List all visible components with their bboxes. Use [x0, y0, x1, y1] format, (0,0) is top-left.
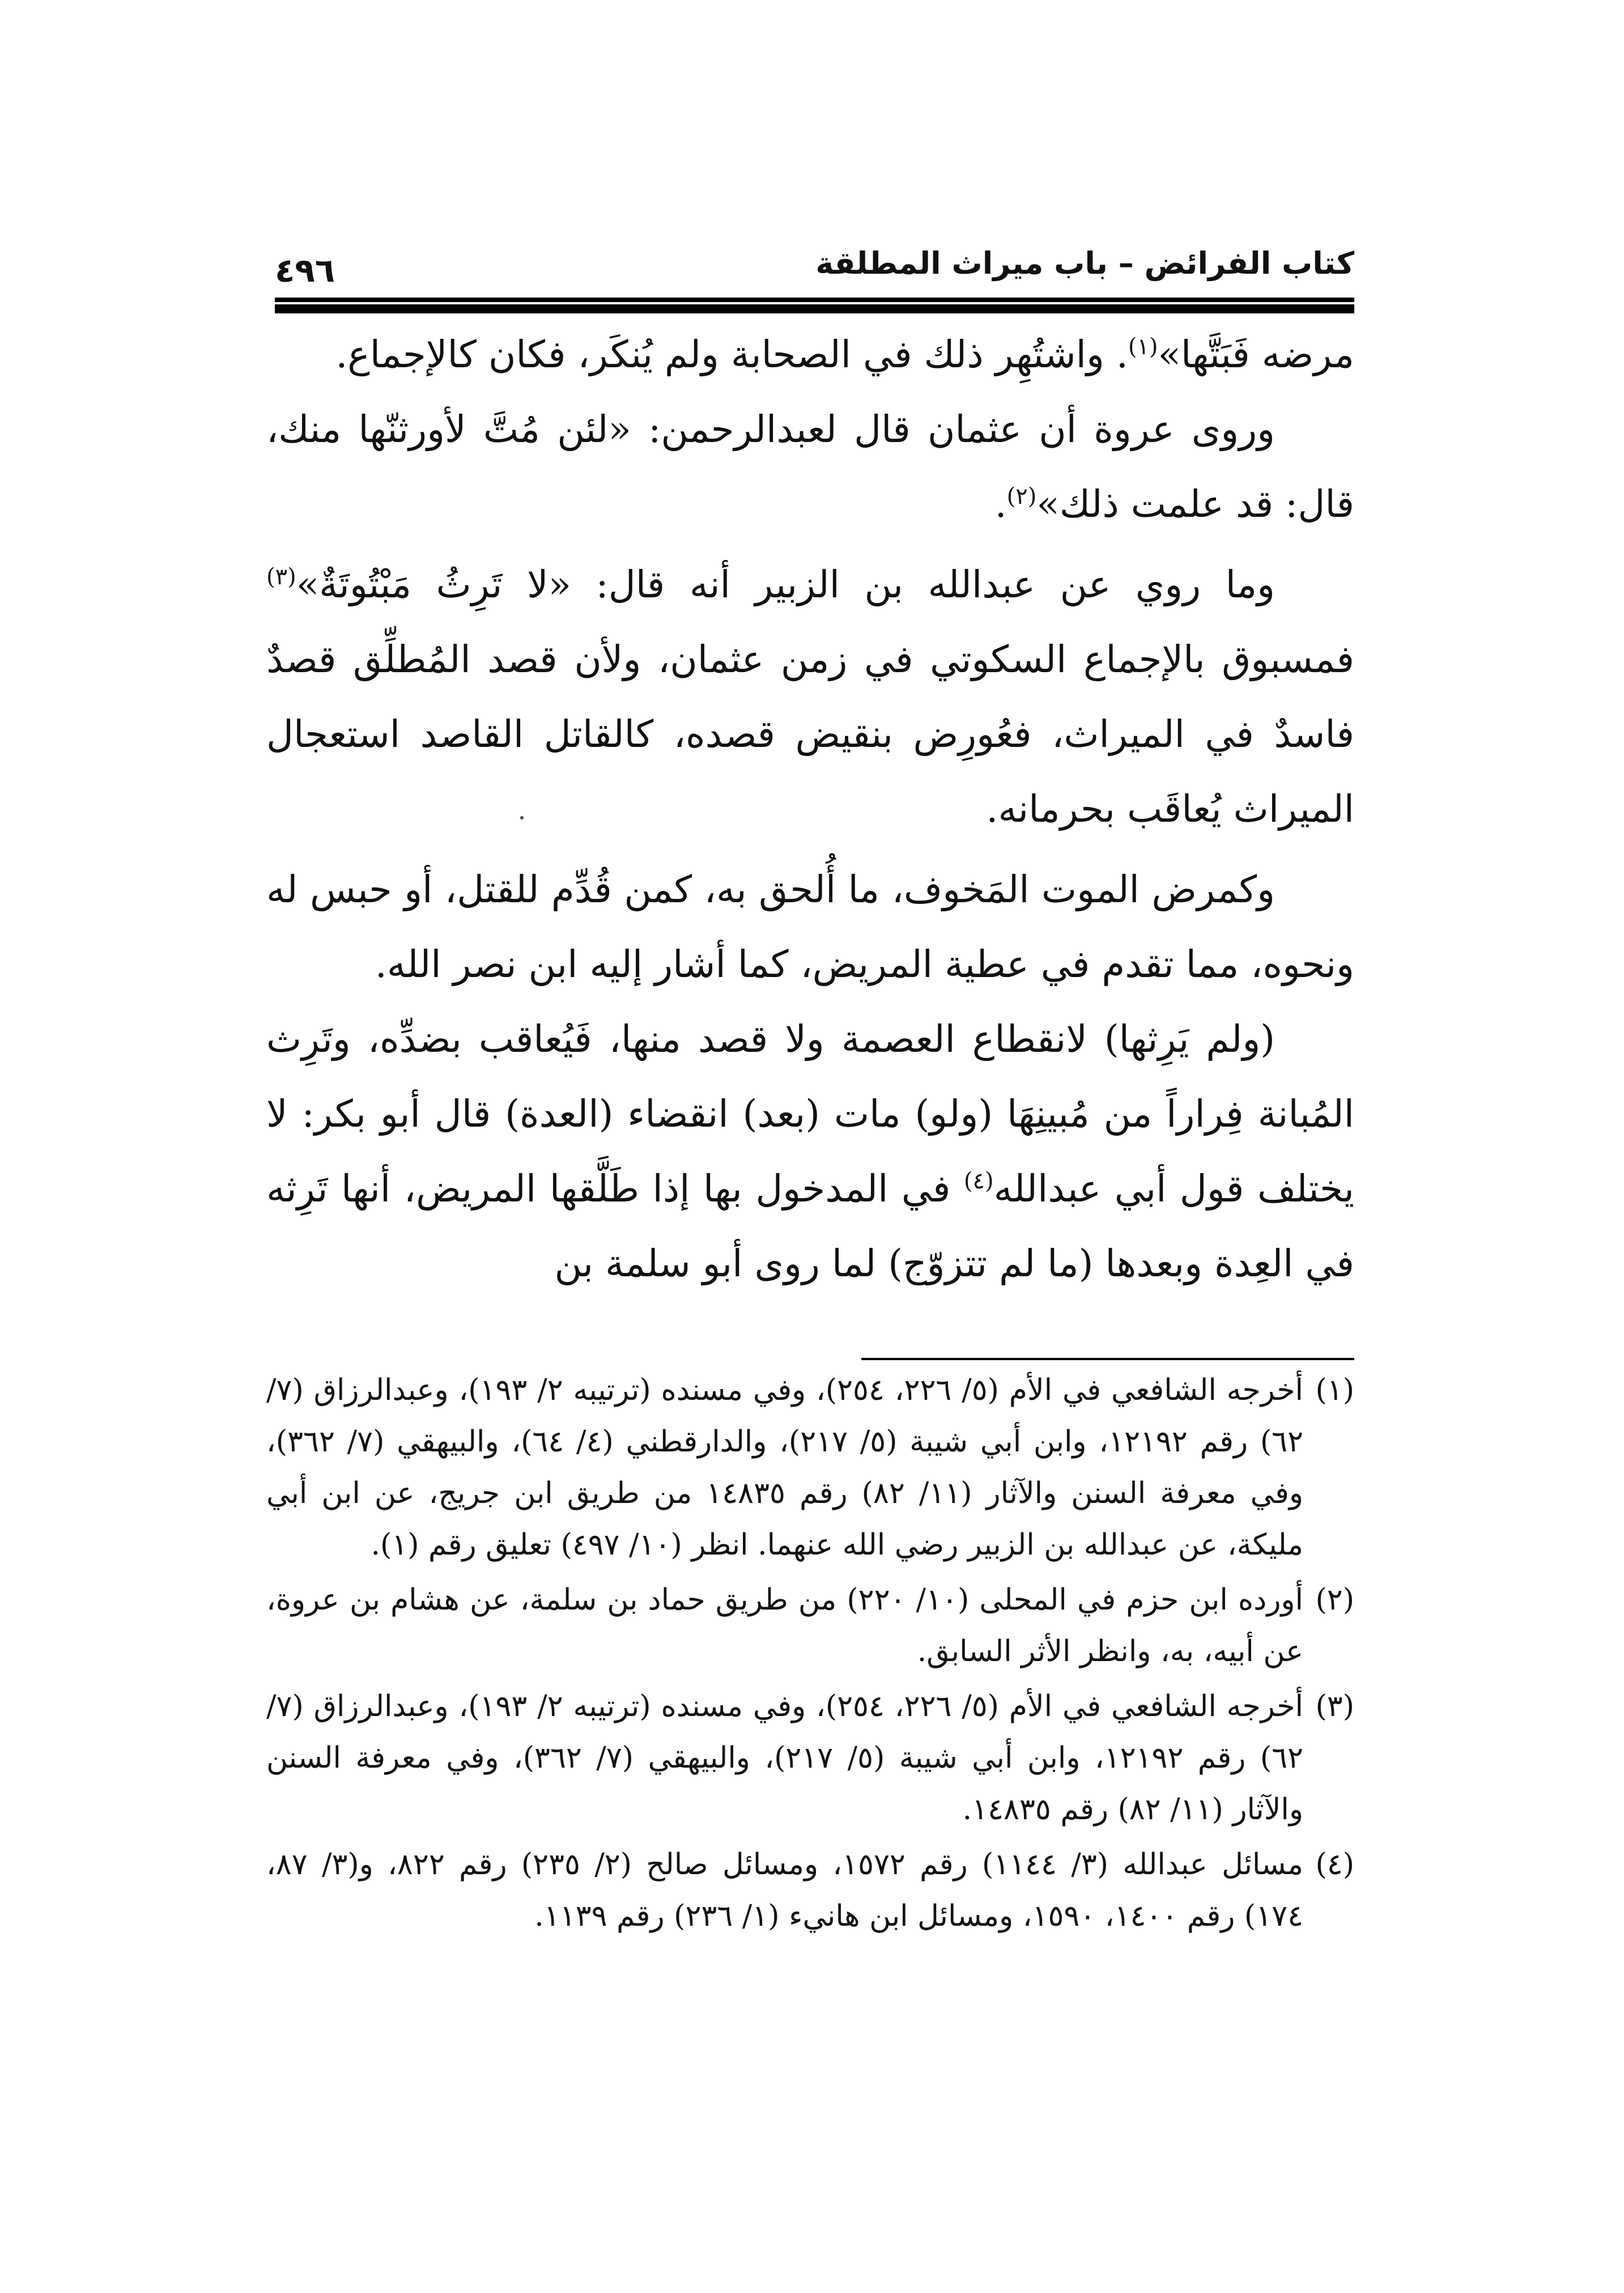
paragraph-5-text: (ولم يَرِثها) لانقطاع العصمة ولا قصد منها، فَيُعاقب بضدِّه، وتَرِث المُبانة فِراراً من مُبينِهَا (ولو) مات (بعد) انقضاء (العدة) قال أبو بكر: لا يختلف قول أبي عبدالله — [266, 1017, 1354, 1211]
footnote-ref-1: (١) — [1128, 334, 1158, 360]
footnote-number: (١) — [1315, 1373, 1354, 1407]
header-rule — [275, 298, 1354, 313]
footnotes — [266, 1365, 1354, 1946]
footnote-number: (٣) — [1315, 1689, 1354, 1723]
running-title: كتاب الفرائض – باب ميراث المطلقة — [815, 245, 1354, 281]
footnote-ref-2: (٢) — [1006, 483, 1037, 509]
footnote-1 — [266, 1365, 1354, 1571]
page-header — [275, 238, 1354, 306]
footnote-2 — [266, 1574, 1354, 1678]
footnote-text: أخرجه الشافعي في الأم (٥/ ٢٢٦، ٢٥٤)، وفي مسنده (ترتيبه ٢/ ١٩٣)، وعبدالرزاق (٧/ ٦٢) رقم ١٢١٩٢، وابن أبي شيبة (٥/ ٢١٧)، والبيهقي (٧/ ٣٦٢)، وفي معرفة السنن والآثار (١١/ ٨٢) رقم ١٤٨٣٥. — [266, 1689, 1303, 1827]
footnote-number: (٤) — [1315, 1848, 1354, 1882]
paragraph-5-text-cont: في المدخول بها إذا طَلَّقها المريض، أنها تَرِثه في العِدة وبعدها (ما لم تتزوّج) لما روى أبو سلمة بن — [266, 1167, 1354, 1285]
page-number: ٤٩٦ — [275, 251, 335, 290]
footnote-text: أورده ابن حزم في المحلى (١٠/ ٢٢٠) من طريق حماد بن سلمة، عن هشام بن عروة، عن أبيه، به، وانظر الأثر السابق. — [266, 1583, 1303, 1668]
footnote-text: مسائل عبدالله (٣/ ١١٤٤) رقم ١٥٧٢، ومسائل صالح (٢/ ٢٣٥) رقم ٨٢٢، و(٣/ ٨٧، ١٧٤) رقم ١٤٠٠، ١٥٩٠، ومسائل ابن هانيء (١/ ٢٣٦) رقم ١١٣٩. — [266, 1848, 1304, 1933]
paragraph-1 — [266, 317, 1354, 392]
paragraph-1-text-cont: . واشتُهِر ذلك في الصحابة ولم يُنكَر، فكان كالإجماع. — [335, 333, 1128, 376]
footnote-ref-3: (٣) — [266, 564, 296, 590]
main-text — [266, 317, 1354, 1301]
paragraph-3 — [266, 547, 1354, 847]
paragraph-4: وكمرض الموت المَخوف، ما أُلحق به، كمن قُدِّم للقتل، أو حبس له ونحوه، مما تقدم في عطية المريض، كما أشار إليه ابن نصر الله. — [266, 868, 1354, 986]
paragraph-2 — [266, 392, 1354, 542]
print-speck — [520, 816, 524, 819]
paragraph-3-text-cont: فمسبوق بالإجماع السكوتي في زمن عثمان، ولأن قصد المُطلِّق قصدٌ فاسدٌ في الميراث، فعُورِض بنقيض قصده، كالقاتل القاصد استعجال الميراث يُعاقَب بحرمانه. — [266, 638, 1354, 831]
footnote-ref-4: (٤) — [963, 1168, 994, 1194]
paragraph-3-text: وما روي عن عبدالله بن الزبير أنه قال: «لا تَرِثُ مَبْتُوتَةٌ» — [296, 563, 1275, 606]
footnote-3 — [266, 1681, 1354, 1836]
footnote-4 — [266, 1839, 1354, 1942]
footnote-separator — [861, 1358, 1354, 1360]
footnote-number: (٢) — [1315, 1583, 1354, 1617]
paragraph-5 — [266, 1002, 1354, 1301]
paragraph-1-text: مرضه فَبَتَّها» — [1158, 333, 1354, 376]
paragraph-2-text: وروى عروة أن عثمان قال لعبدالرحمن: «لئن مُتَّ لأورثنّها منك، قال: قد علمت ذلك» — [266, 407, 1354, 526]
paragraph-2-text-cont: . — [994, 482, 1007, 526]
footnote-text: أخرجه الشافعي في الأم (٥/ ٢٢٦، ٢٥٤)، وفي مسنده (ترتيبه ٢/ ١٩٣)، وعبدالرزاق (٧/ ٦٢) رقم ١٢١٩٢، وابن أبي شيبة (٥/ ٢١٧)، والدارقطني (٤/ ٦٤)، والبيهقي (٧/ ٣٦٢)، وفي معرفة السنن والآثار (١١/ ٨٢) رقم ١٤٨٣٥ من طريق ابن جريج، عن ابن أبي مليكة، عن عبدالله بن الزبير رضي الله عنهما. انظر (١٠/ ٤٩٧) تعليق رقم (١). — [266, 1373, 1303, 1562]
